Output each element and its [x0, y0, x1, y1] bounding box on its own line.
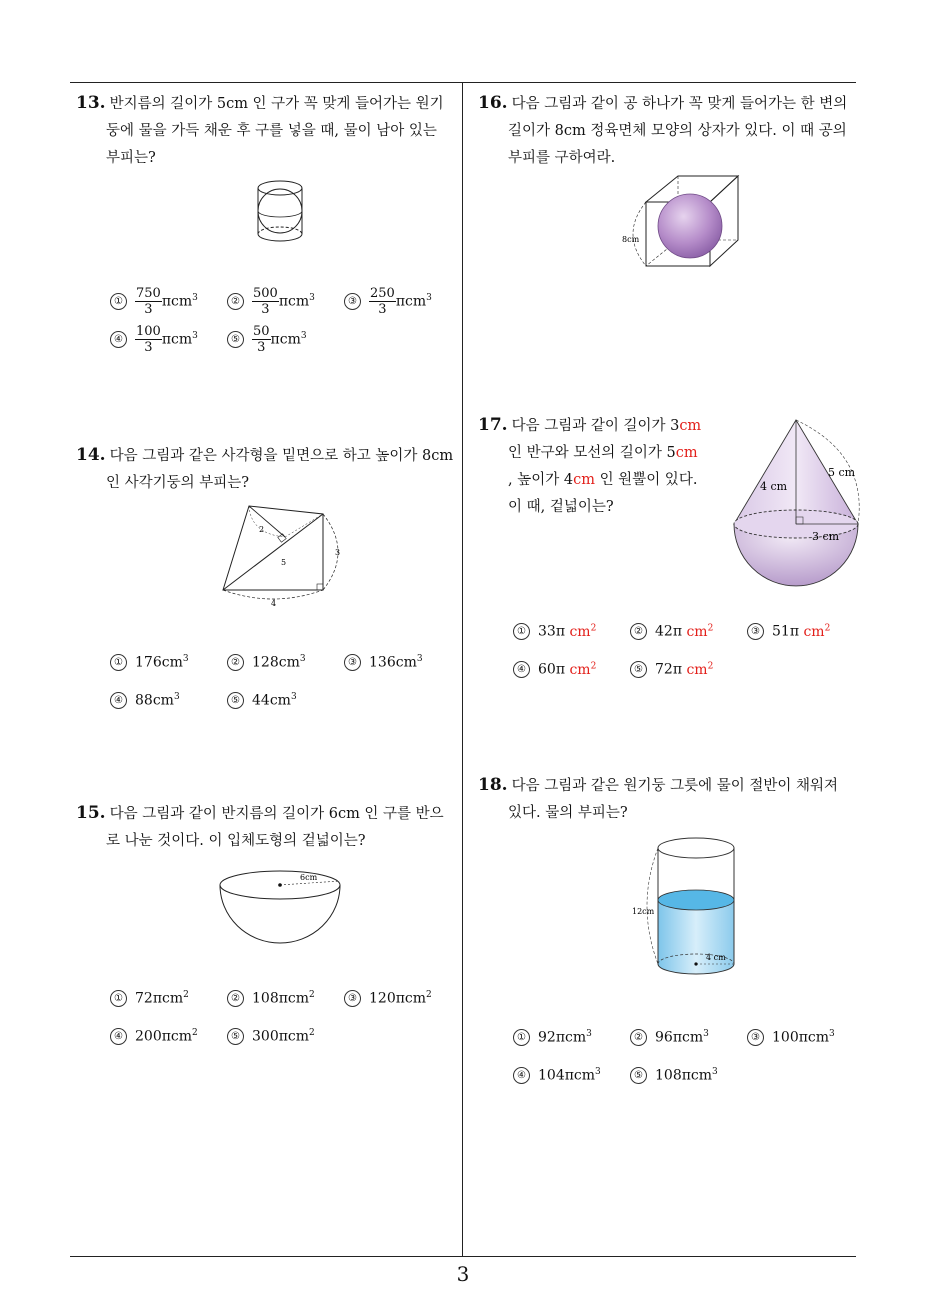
fig-label-side: 8cm — [622, 235, 640, 244]
question-14 — [76, 442, 461, 497]
choice-3[interactable]: ③ 120πcm$^2$ — [344, 990, 432, 1007]
question-number: 16. — [478, 93, 508, 113]
question-text-line: 로 나눈 것이다. 이 입체도형의 겉넓이는? — [106, 833, 366, 849]
choice-5[interactable]: ⑤ 108πcm$^3$ — [630, 1067, 718, 1084]
question-17: 17. 다음 그림과 같이 길이가 3cm 인 반구와 모선의 길이가 5cm , 높이가 4cm 인 원뿔이 있다. 이 때, 겉넓이는? — [478, 415, 702, 515]
choice-3[interactable]: ③ $136cm^3$ — [344, 654, 423, 671]
choice-2[interactable]: ② 96πcm$^3$ — [630, 1029, 709, 1046]
top-rule — [70, 82, 856, 83]
cube-with-sphere-figure — [620, 170, 744, 274]
choice-mark: ① — [110, 293, 127, 310]
page-number: 3 — [456, 1262, 470, 1286]
question-number: 17. — [478, 415, 508, 435]
question-text-line: 둥에 물을 가득 채운 후 구를 넣을 때, 물이 남아 있는 — [106, 123, 437, 139]
choice-1[interactable]: ① 72πcm$^2$ — [110, 990, 189, 1007]
choice-3[interactable]: ③ 100πcm$^3$ — [747, 1029, 835, 1046]
choice-mark: ⑤ — [227, 331, 244, 348]
fig-label-height: 4 cm — [760, 480, 788, 493]
fig-label-4: 4 — [271, 599, 277, 608]
question-16 — [478, 90, 863, 172]
question-18 — [478, 772, 863, 827]
fig-label-2: 2 — [259, 525, 265, 534]
column-divider — [462, 82, 463, 1256]
question-text-line: 부피를 구하여라. — [508, 150, 616, 166]
question-text-line: 다음 그림과 같이 공 하나가 꼭 맞게 들어가는 한 변의 — [511, 96, 848, 112]
choice-2[interactable]: ② 108πcm$^2$ — [227, 990, 315, 1007]
question-text-line: 다음 그림과 같은 원기둥 그릇에 물이 절반이 채워져 — [511, 778, 838, 794]
question-text-line: 있다. 물의 부피는? — [508, 805, 628, 821]
choice-1[interactable]: ① $\frac{750}{3}$ πcm$^3$ — [110, 286, 198, 317]
fig-label-radius: 6cm — [300, 873, 318, 882]
question-text-line: 부피는? — [106, 150, 156, 166]
choice-4[interactable]: ④ 200πcm$^2$ — [110, 1028, 198, 1045]
choice-5[interactable]: ⑤ $44cm^3$ — [227, 692, 297, 709]
hemisphere-figure — [218, 864, 348, 946]
question-number: 15. — [76, 803, 106, 823]
choice-3[interactable]: ③ 51π $cm^2$ — [747, 623, 830, 640]
choice-2[interactable]: ② $128cm^3$ — [227, 654, 306, 671]
choice-4[interactable]: ④ 104πcm$^3$ — [513, 1067, 601, 1084]
question-text-line: 반지름의 길이가 5cm 인 구가 꼭 맞게 들어가는 원기 — [109, 96, 444, 112]
cylinder-half-water-figure — [628, 836, 748, 982]
question-text-line: 길이가 8cm 정육면체 모양의 상자가 있다. 이 때 공의 — [508, 123, 847, 139]
choice-1[interactable]: ① 92πcm$^3$ — [513, 1029, 592, 1046]
fig-label-radius: 4 cm — [706, 953, 726, 962]
question-13 — [76, 90, 461, 172]
choice-5[interactable]: ⑤ 300πcm$^2$ — [227, 1028, 315, 1045]
choice-4[interactable]: ④ $88cm^3$ — [110, 692, 180, 709]
quadrilateral-figure — [215, 500, 355, 612]
bottom-rule — [70, 1256, 856, 1257]
question-text-line: 다음 그림과 같이 반지름의 길이가 6cm 인 구를 반으 — [109, 806, 444, 822]
fig-label-5: 5 — [281, 558, 287, 567]
fig-label-3: 3 — [335, 548, 341, 557]
choice-5[interactable]: ⑤ $\frac{50}{3}$ πcm$^3$ — [227, 324, 307, 355]
question-15 — [76, 800, 461, 855]
fig-label-radius: 3 cm — [812, 530, 840, 543]
choice-mark: ③ — [344, 293, 361, 310]
choice-5[interactable]: ⑤ 72π $cm^2$ — [630, 661, 713, 678]
choice-2[interactable]: ② 42π $cm^2$ — [630, 623, 713, 640]
question-number: 14. — [76, 445, 106, 465]
question-number: 13. — [76, 93, 106, 113]
question-text-line: 다음 그림과 같은 사각형을 밑면으로 하고 높이가 8cm — [109, 448, 454, 464]
cone-on-hemisphere-figure — [728, 414, 868, 594]
choice-4[interactable]: ④ 60π $cm^2$ — [513, 661, 596, 678]
choice-4[interactable]: ④ $\frac{100}{3}$ πcm$^3$ — [110, 324, 198, 355]
question-text-line: 인 사각기둥의 부피는? — [106, 475, 250, 491]
choice-1[interactable]: ① 33π $cm^2$ — [513, 623, 596, 640]
fig-label-slant: 5 cm — [828, 466, 856, 479]
cylinder-with-sphere-figure — [252, 178, 314, 246]
choice-2[interactable]: ② $\frac{500}{3}$ πcm$^3$ — [227, 286, 315, 317]
choice-3[interactable]: ③ $\frac{250}{3}$ πcm$^3$ — [344, 286, 432, 317]
choice-mark: ② — [227, 293, 244, 310]
question-number: 18. — [478, 775, 508, 795]
choice-1[interactable]: ① $176cm^3$ — [110, 654, 189, 671]
choice-mark: ④ — [110, 331, 127, 348]
fig-label-height: 12cm — [632, 907, 655, 916]
